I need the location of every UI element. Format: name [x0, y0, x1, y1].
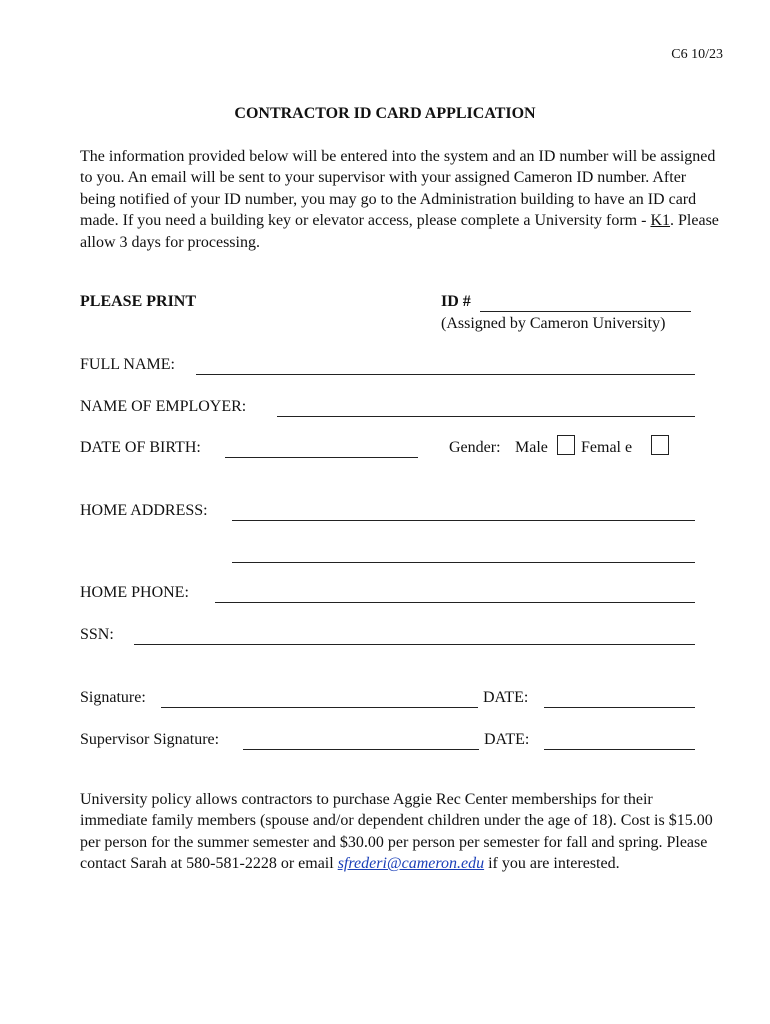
employer-field[interactable]	[277, 416, 695, 417]
please-print-label: PLEASE PRINT	[80, 293, 197, 310]
male-label: Male	[515, 439, 548, 456]
male-checkbox[interactable]	[557, 435, 575, 455]
form-code: C6 10/23	[671, 47, 723, 62]
home-address-field-line-2[interactable]	[232, 562, 695, 563]
supervisor-date-label: DATE:	[484, 731, 530, 748]
home-phone-label: HOME PHONE:	[80, 584, 189, 601]
page-title: CONTRACTOR ID CARD APPLICATION	[234, 105, 536, 122]
supervisor-signature-label: Supervisor Signature:	[80, 731, 220, 748]
female-checkbox[interactable]	[651, 435, 669, 455]
home-phone-field[interactable]	[215, 602, 695, 603]
id-note: (Assigned by Cameron University)	[441, 315, 666, 332]
ssn-label: SSN:	[80, 626, 114, 643]
policy-text: University policy allows contractors to purchase Aggie Rec Center memberships for their immediate family members (spouse and/or dependent children under the age of 18). Cost is $15.00 per person for the summer semester and $30.00 per person per semester for fall and spring. Please contact Sarah at 580-581-2228 or email	[80, 791, 713, 873]
full-name-label: FULL NAME:	[80, 356, 175, 373]
female-label: Femal e	[581, 439, 633, 456]
dob-field[interactable]	[225, 457, 418, 458]
intro-text: The information provided below will be entered into the system and an ID number will be assigned to you. An email will be sent to your supervisor with your assigned Cameron ID number. After being notified of your ID number, you may go to the Administration building to have an ID card made. If you need a building key or elevator access, please complete a University form -	[80, 148, 716, 230]
policy-text-end: if you are interested.	[484, 855, 620, 873]
id-label: ID #	[441, 293, 471, 310]
signature-date-field[interactable]	[544, 707, 695, 708]
home-address-label: HOME ADDRESS:	[80, 502, 208, 519]
policy-paragraph	[80, 789, 720, 875]
gender-label: Gender:	[449, 439, 501, 456]
contact-email-link[interactable]: sfrederi@cameron.edu	[337, 855, 485, 873]
supervisor-date-field[interactable]	[544, 749, 695, 750]
signature-field[interactable]	[161, 707, 478, 708]
ssn-field[interactable]	[134, 644, 695, 645]
supervisor-signature-field[interactable]	[243, 749, 479, 750]
signature-date-label: DATE:	[483, 689, 529, 706]
intro-paragraph	[80, 146, 720, 253]
intro-text-end: . Please allow 3 days for processing.	[80, 212, 719, 251]
form-k1-link[interactable]: K1	[650, 212, 671, 230]
full-name-field[interactable]	[196, 374, 695, 375]
employer-label: NAME OF EMPLOYER:	[80, 398, 247, 415]
home-address-field-line-1[interactable]	[232, 520, 695, 521]
id-number-field[interactable]	[480, 311, 691, 312]
signature-label: Signature:	[80, 689, 146, 706]
dob-label: DATE OF BIRTH:	[80, 439, 201, 456]
